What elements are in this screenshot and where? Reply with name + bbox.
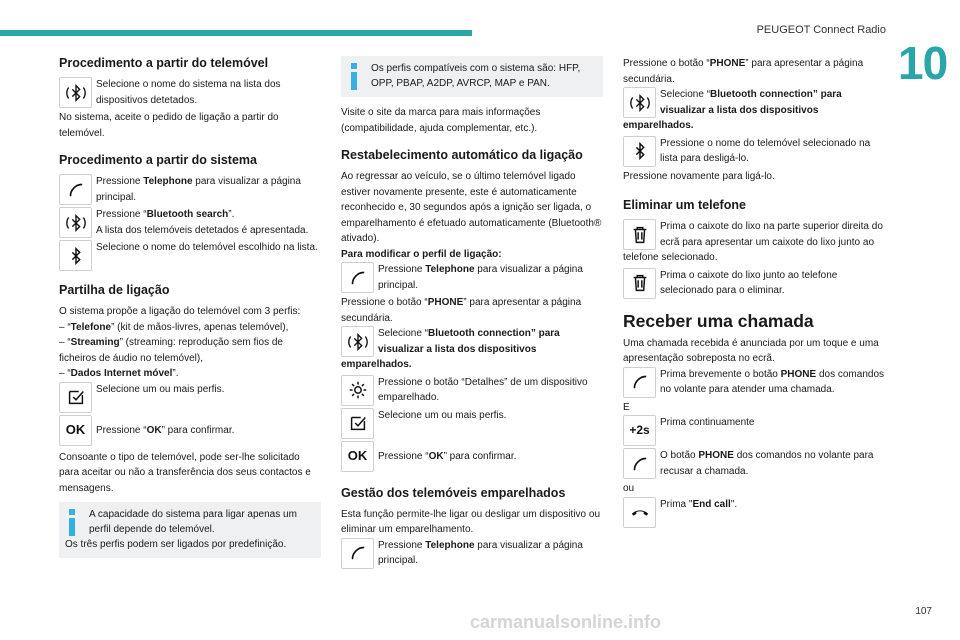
- phone-handset-icon: [623, 367, 656, 398]
- instruction-step: Pressione o botão “Detalhes” de um dispositivo emparelhado.: [341, 375, 603, 406]
- instruction-step: Selecione “Bluetooth connection” para visualizar a lista dos dispositivos emparelhados.: [623, 89, 842, 131]
- instruction-step: Prima brevemente o botão PHONE dos comandos no volante para atender uma chamada.: [623, 367, 885, 398]
- instruction-step: Prima o caixote do lixo junto ao telefone selecionado para o eliminar.: [623, 268, 885, 299]
- chapter-heading: Receber uma chamada: [623, 310, 814, 331]
- header-accent-bar: [0, 30, 472, 36]
- touch-bluetooth-icon: [59, 77, 92, 108]
- phone-handset-icon: [341, 262, 374, 293]
- page-header-title: PEUGEOT Connect Radio: [756, 24, 886, 36]
- instruction-step: O botão PHONE dos comandos no volante para recusar a chamada.: [623, 448, 885, 479]
- instruction-step: Prima "End call".: [623, 497, 885, 528]
- paragraph: Uma chamada recebida é anunciada por um toque e uma apresentação sobreposta no ecrã.: [623, 337, 879, 365]
- section-title: Restabelecimento automático da ligação: [341, 148, 583, 162]
- page-number: 107: [915, 606, 932, 617]
- instruction-step: Pressione Telephone para visualizar a página principal.: [341, 262, 603, 293]
- section-title: Eliminar um telefone: [623, 198, 746, 212]
- column-2: [341, 56, 603, 571]
- phone-handset-icon: [59, 174, 92, 205]
- watermark: carmanualsonline.info: [470, 612, 662, 632]
- instruction-step: Selecione “Bluetooth connection” para visualizar a lista dos dispositivos emparelhados.: [341, 328, 560, 370]
- info-icon: [347, 61, 365, 91]
- touch-bluetooth-icon: [623, 87, 656, 118]
- trash-icon: [623, 268, 656, 299]
- bluetooth-icon: [59, 240, 92, 271]
- section-title: Partilha de ligação: [59, 283, 170, 297]
- conjunction-label: E: [623, 401, 630, 413]
- end-call-icon: [623, 497, 656, 528]
- instruction-step: Selecione o nome do sistema na lista dos dispositivos detetados.: [59, 77, 321, 108]
- list-item: – “Telefone” (kit de mãos-livres, apenas telemóvel),: [59, 321, 289, 333]
- hold-2s-icon: +2s: [623, 415, 656, 446]
- chapter-number: 10: [898, 37, 948, 89]
- paragraph: Ao regressar ao veículo, se o último telemóvel ligado estiver novamente presente, este é automaticamente reconhecido e, 30 segundos após a ignição ser ligada, o emparelhamento é efetuado automaticamente (Bluetooth® ativado).: [341, 171, 602, 244]
- info-icon: [65, 507, 83, 537]
- trash-icon: [623, 219, 656, 250]
- instruction-step: Pressione Telephone para visualizar a página principal.: [341, 538, 603, 569]
- touch-bluetooth-icon: [341, 326, 374, 357]
- section-title: Gestão dos telemóveis emparelhados: [341, 485, 566, 500]
- instruction-step: +2s Prima continuamente: [623, 415, 885, 446]
- instruction-step: Selecione o nome do telemóvel escolhido na lista.: [59, 240, 321, 271]
- checkbox-select-icon: [341, 408, 374, 439]
- instruction-step: Pressione Telephone para visualizar a página principal.: [59, 174, 321, 205]
- section-title: Procedimento a partir do telemóvel: [59, 56, 269, 70]
- instruction-step: Selecione um ou mais perfis.: [59, 382, 321, 413]
- paragraph: Pressione o botão “PHONE” para apresentar a página secundária.: [341, 297, 582, 324]
- instruction-step: Pressione “Bluetooth search”. A lista dos telemóveis detetados é apresentada.: [59, 207, 321, 238]
- phone-handset-icon: [341, 538, 374, 569]
- paragraph: O sistema propõe a ligação do telemóvel com 3 perfis:: [59, 306, 301, 317]
- ok-icon: OK: [341, 441, 374, 472]
- paragraph: Esta função permite-lhe ligar ou desligar um dispositivo ou eliminar um emparelhamento.: [341, 508, 601, 535]
- phone-handset-icon: [623, 448, 656, 479]
- paragraph: Pressione novamente para ligá-lo.: [623, 170, 775, 182]
- paragraph: No sistema, aceite o pedido de ligação a partir do telemóvel.: [59, 112, 279, 139]
- paragraph-bold: Para modificar o perfil de ligação:: [341, 248, 502, 260]
- touch-bluetooth-icon: [59, 207, 92, 238]
- instruction-step: OK Pressione “OK” para confirmar.: [59, 415, 321, 446]
- info-box: Os perfis compatíveis com o sistema são: HFP, OPP, PBAP, A2DP, AVRCP, MAP e PAN.: [341, 56, 603, 97]
- instruction-step: Prima o caixote do lixo na parte superior direita do ecrã para apresentar um caixote do lixo junto ao telefone selecionado.: [623, 221, 883, 263]
- paragraph: Pressione o botão “PHONE” para apresentar a página secundária.: [623, 58, 864, 85]
- instruction-step: OK Pressione “OK” para confirmar.: [341, 441, 603, 472]
- checkbox-select-icon: [59, 382, 92, 413]
- instruction-step: Pressione o nome do telemóvel selecionado na lista para desligá-lo.: [623, 136, 885, 167]
- section-title: Procedimento a partir do sistema: [59, 153, 257, 167]
- paragraph: Consoante o tipo de telemóvel, pode ser-lhe solicitado para aceitar ou não a transferência dos seus contactos e mensagens.: [59, 451, 311, 494]
- ok-icon: OK: [59, 415, 92, 446]
- list-item: – “Dados Internet móvel”.: [59, 368, 179, 379]
- paragraph: Visite o site da marca para mais informações (compatibilidade, ajuda complementar, etc.).: [341, 107, 541, 134]
- instruction-step: Selecione um ou mais perfis.: [341, 408, 603, 439]
- bluetooth-icon: [623, 136, 656, 167]
- info-box: A capacidade do sistema para ligar apenas um perfil depende do telemóvel. Os três perfis podem ser ligados por predefinição.: [59, 502, 321, 558]
- conjunction-label: ou: [623, 483, 635, 495]
- column-1: [59, 56, 321, 566]
- list-item: – “Streaming” (streaming: reprodução sem fios de ficheiros de áudio no telemóvel),: [59, 337, 283, 364]
- column-3: [623, 56, 885, 530]
- settings-gear-icon: [341, 375, 374, 406]
